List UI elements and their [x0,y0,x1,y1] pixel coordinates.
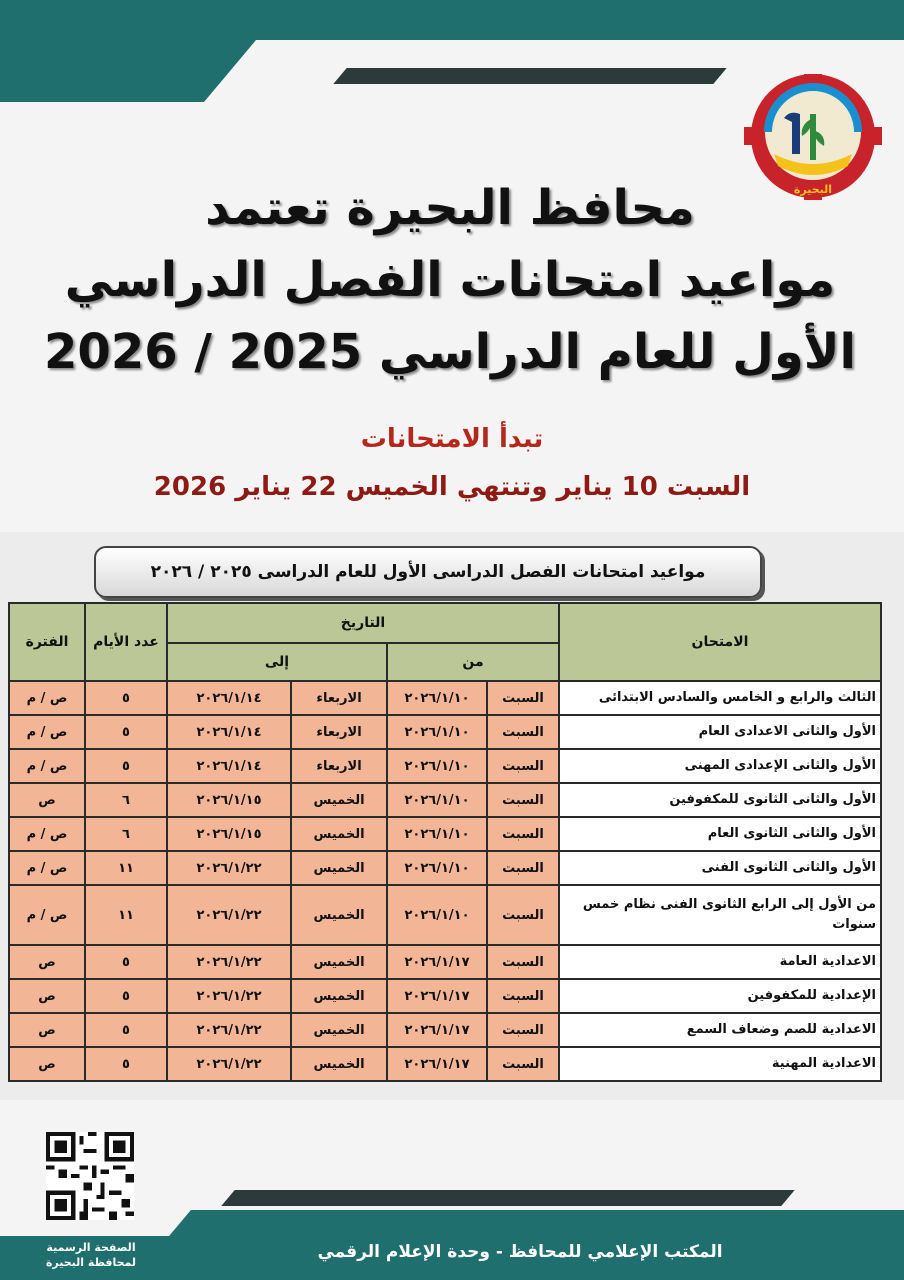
period-cell: ص / م [9,885,85,945]
logo-label: البحيرة [793,183,833,196]
period-cell: ص / م [9,851,85,885]
subheadline-2: السبت 10 يناير وتنتهي الخميس 22 يناير 2026 [153,472,751,502]
from-date-cell: ٢٠٢٦/١/١٠ [387,851,487,885]
bottom-decor-diagonal [169,1210,904,1236]
period-cell: ص [9,945,85,979]
subheadline-1: تبدأ الامتحانات [360,424,544,454]
footer-text: المكتب الإعلامي للمحافظ - وحدة الإعلام الرقمي [317,1242,723,1262]
table-row [9,1013,881,1047]
to-day-cell: الاربعاء [291,681,387,715]
to-date-cell: ٢٠٢٦/١/٢٢ [167,1013,291,1047]
from-day-cell: السبت [487,945,559,979]
table-row [9,749,881,783]
period-cell: ص / م [9,715,85,749]
from-date-cell: ٢٠٢٦/١/١٧ [387,945,487,979]
from-day-cell: السبت [487,1047,559,1081]
exam-schedule-table [8,602,882,1082]
from-date-cell: ٢٠٢٦/١/١٧ [387,979,487,1013]
days-cell: ٥ [85,979,167,1013]
days-cell: ٥ [85,715,167,749]
to-date-cell: ٢٠٢٦/١/١٤ [167,749,291,783]
exam-cell: الأول والثانى الإعدادى المهنى [559,749,881,783]
days-cell: ٥ [85,681,167,715]
period-cell: ص / م [9,681,85,715]
headline [40,172,860,388]
to-date-cell: ٢٠٢٦/١/١٤ [167,715,291,749]
days-cell: ١١ [85,885,167,945]
header-days: عدد الأيام [85,603,167,681]
exam-cell: الأول والثانى الثانوى العام [559,817,881,851]
header-exam: الامتحان [559,603,881,681]
from-day-cell: السبت [487,681,559,715]
qr-caption [30,1240,152,1270]
exam-cell: الأول والثانى الاعدادى العام [559,715,881,749]
exam-cell: الثالث والرابع و الخامس والسادس الابتدائى [559,681,881,715]
from-date-cell: ٢٠٢٦/١/١٧ [387,1047,487,1081]
period-cell: ص / م [9,749,85,783]
to-day-cell: الخميس [291,1013,387,1047]
period-cell: ص [9,979,85,1013]
from-date-cell: ٢٠٢٦/١/١٠ [387,749,487,783]
table-row [9,817,881,851]
to-date-cell: ٢٠٢٦/١/٢٢ [167,885,291,945]
from-date-cell: ٢٠٢٦/١/١٠ [387,885,487,945]
table-row [9,783,881,817]
table-row [9,945,881,979]
to-date-cell: ٢٠٢٦/١/١٤ [167,681,291,715]
exam-cell: الاعدادية العامة [559,945,881,979]
table-row [9,1047,881,1081]
to-date-cell: ٢٠٢٦/١/٢٢ [167,945,291,979]
table-row [9,851,881,885]
days-cell: ٥ [85,749,167,783]
to-date-cell: ٢٠٢٦/١/٢٢ [167,851,291,885]
to-day-cell: الخميس [291,1047,387,1081]
from-date-cell: ٢٠٢٦/١/١٠ [387,783,487,817]
table-row [9,885,881,945]
header-to: إلى [167,643,387,681]
to-day-cell: الاربعاء [291,749,387,783]
headline-line-2: مواعيد امتحانات الفصل الدراسي [64,252,836,308]
exam-cell: الاعدادية المهنية [559,1047,881,1081]
to-day-cell: الاربعاء [291,715,387,749]
qr-code [46,1132,134,1220]
from-day-cell: السبت [487,749,559,783]
to-day-cell: الخميس [291,885,387,945]
exam-schedule-body [9,681,881,1081]
qr-caption-line-1: الصفحة الرسمية [46,1241,136,1254]
days-cell: ٦ [85,783,167,817]
header-from: من [387,643,559,681]
to-day-cell: الخميس [291,817,387,851]
period-cell: ص / م [9,817,85,851]
headline-line-1: محافظ البحيرة تعتمد [205,180,695,236]
header-date: التاريخ [167,603,559,643]
days-cell: ١١ [85,851,167,885]
from-day-cell: السبت [487,1013,559,1047]
days-cell: ٥ [85,1013,167,1047]
days-cell: ٥ [85,945,167,979]
bottom-decor-stripe [221,1190,794,1206]
days-cell: ٦ [85,817,167,851]
header-period: الفترة [9,603,85,681]
from-day-cell: السبت [487,715,559,749]
table-row [9,681,881,715]
to-day-cell: الخميس [291,979,387,1013]
from-date-cell: ٢٠٢٦/١/١٠ [387,715,487,749]
exam-cell: الإعدادية للمكفوفين [559,979,881,1013]
from-day-cell: السبت [487,817,559,851]
period-cell: ص [9,1013,85,1047]
table-row [9,715,881,749]
to-day-cell: الخميس [291,851,387,885]
period-cell: ص [9,783,85,817]
to-date-cell: ٢٠٢٦/١/١٥ [167,817,291,851]
from-day-cell: السبت [487,885,559,945]
headline-line-3: الأول للعام الدراسي 2025 / 2026 [44,324,856,380]
from-day-cell: السبت [487,851,559,885]
table-row [9,979,881,1013]
to-day-cell: الخميس [291,783,387,817]
days-cell: ٥ [85,1047,167,1081]
to-date-cell: ٢٠٢٦/١/٢٢ [167,1047,291,1081]
table-title-banner: مواعيد امتحانات الفصل الدراسى الأول للعام الدراسى ٢٠٢٥ / ٢٠٢٦ [94,546,762,598]
qr-caption-line-2: لمحافظة البحيرة [45,1256,137,1269]
top-decor-band [0,0,904,40]
to-day-cell: الخميس [291,945,387,979]
top-decor-stripe [333,68,726,84]
from-date-cell: ٢٠٢٦/١/١٠ [387,681,487,715]
to-date-cell: ٢٠٢٦/١/١٥ [167,783,291,817]
from-day-cell: السبت [487,783,559,817]
from-date-cell: ٢٠٢٦/١/١٧ [387,1013,487,1047]
to-date-cell: ٢٠٢٦/١/٢٢ [167,979,291,1013]
exam-cell: من الأول إلى الرابع الثانوى الفنى نظام خمس سنوات [559,885,881,945]
from-date-cell: ٢٠٢٦/١/١٠ [387,817,487,851]
exam-cell: الأول والثانى الثانوى للمكفوفين [559,783,881,817]
exam-cell: الأول والثانى الثانوى الفنى [559,851,881,885]
exam-cell: الاعدادية للصم وضعاف السمع [559,1013,881,1047]
period-cell: ص [9,1047,85,1081]
from-day-cell: السبت [487,979,559,1013]
